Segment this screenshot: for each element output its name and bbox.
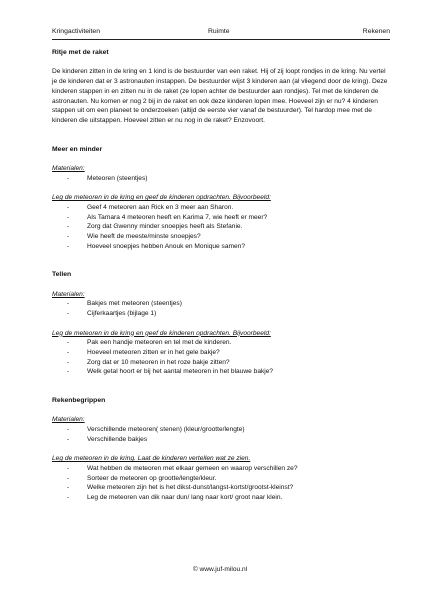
list-item: - Zorg dat er 10 meteoren in het roze bakje zitten?	[65, 358, 390, 368]
list-item: - Welke meteoren zijn het is het dikst-dunst/langst-kortst/grootst-kleinst?	[65, 483, 390, 493]
task-list	[52, 464, 390, 503]
task-list	[52, 203, 390, 252]
list-item: - Pak een handje meteoren en tel met de kinderen.	[65, 338, 390, 348]
task-list	[52, 338, 390, 377]
document-body	[52, 48, 390, 503]
header-subject: Rekenen	[362, 28, 390, 35]
materials-label: Materialen:	[52, 165, 85, 172]
section-text-raket: De kinderen zitten in de kring en 1 kind is de bestuurder van een raket. Hij of zij loopt rondjes in de kring. Nu vertel je de kinderen dat er 3 astronauten instappen. De bestuurder wijst 3 kinderen aan (al vliegend door de kring). Deze kinderen stappen in en zitten nu in de raket (ze lopen achter de bestuurder aan rondjes). Tel met de kinderen de astronauten. Nu komen er nog 2 bij in de raket en ook deze kinderen lopen mee. Hoeveel zijn er nu? 4 kinderen stappen uit om een planeet te onderzoeken (altijd de eerste vier vanaf de bestuurder). Tel hardop mee met de kinderen die uitstappen. Hoeveel zitten er nu nog in de raket? Enzovoort.	[52, 68, 388, 124]
section-title-raket: Ritje met de raket	[52, 49, 109, 56]
page-footer: © www.juf-milou.nl	[192, 566, 248, 573]
task-label: Leg de meteoren in de kring. Laat de kinderen vertellen wat ze zien.	[52, 455, 251, 463]
list-item: - Wat hebben de meteoren met elkaar gemeen en waarop verschillen ze?	[65, 464, 390, 474]
list-item: - Meteoren (steentjes)	[65, 174, 390, 184]
materials-list	[52, 174, 390, 184]
materials-list	[52, 299, 390, 318]
page-header	[52, 27, 390, 40]
materials-label: Materialen:	[52, 416, 85, 424]
list-item: - Als Tamara 4 meteoren heeft en Karima 7, wie heeft er meer?	[65, 213, 390, 223]
list-item: - Bakjes met meteoren (steentjes)	[65, 299, 390, 309]
task-label: Leg de meteoren in de kring en geef de kinderen opdrachten. Bijvoorbeeld:	[52, 194, 271, 202]
section-title-meerminder: Meer en minder	[52, 145, 103, 153]
materials-list	[52, 425, 390, 444]
list-item: - Sorteer de meteoren op grootte/lengte/kleur.	[65, 474, 390, 484]
list-item: - Cijferkaartjes (bijlage 1)	[65, 309, 390, 319]
header-category: Kringactiviteiten	[52, 28, 100, 35]
list-item: - Zorg dat Gwenny minder snoepjes heeft als Stefanie.	[65, 222, 390, 232]
list-item: - Wie heeft de meeste/minste snoepjes?	[65, 232, 390, 242]
materials-label: Materialen:	[52, 290, 85, 298]
list-item: - Hoeveel meteoren zitten er in het gele bakje?	[65, 348, 390, 358]
list-item: - Verschillende bakjes	[65, 435, 390, 445]
section-title-begrippen: Rekenbegrippen	[52, 397, 106, 405]
list-item: - Leg de meteoren van dik naar dun/ lang naar kort/ groot naar klein.	[65, 493, 390, 503]
task-label: Leg de meteoren in de kring en geef de kinderen opdrachten. Bijvoorbeeld:	[52, 329, 271, 337]
list-item: - Geef 4 meteoren aan Rick en 3 meer aan Sharon.	[65, 203, 390, 213]
list-item: - Welk getal hoort er bij het aantal meteoren in het blauwe bakje?	[65, 367, 390, 377]
header-theme: Ruimte	[208, 28, 230, 35]
list-item: - Verschillende meteoren( stenen) (kleur/grootte/lengte)	[65, 425, 390, 435]
section-title-tellen: Tellen	[52, 271, 72, 279]
list-item: - Hoeveel snoepjes hebben Anouk en Monique samen?	[65, 242, 390, 252]
